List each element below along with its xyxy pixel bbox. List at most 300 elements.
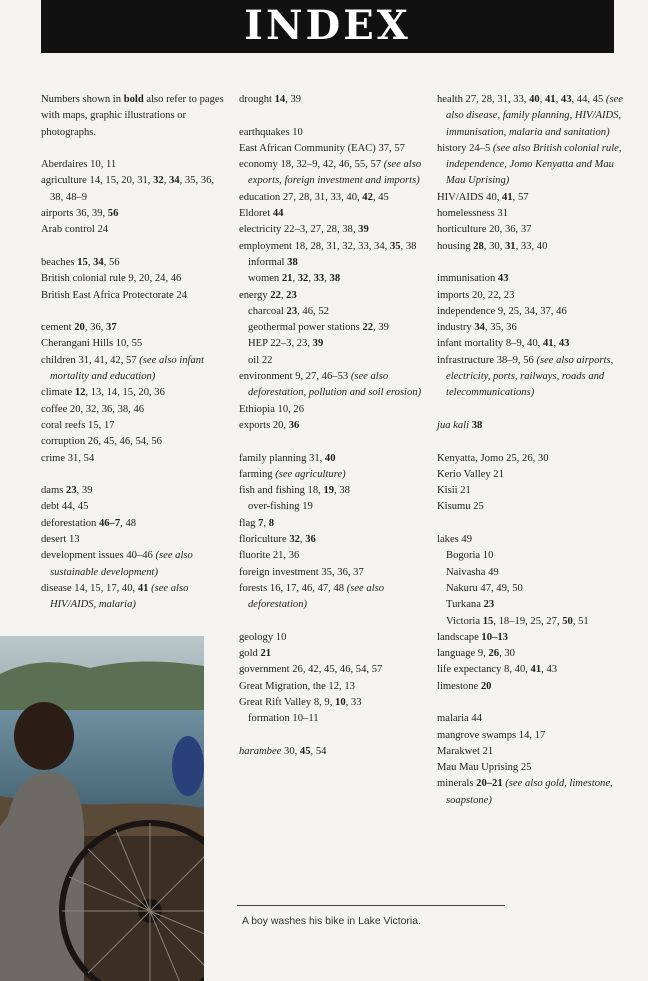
index-entry-climate [41, 385, 229, 401]
page-number-bold: 33 [313, 273, 325, 285]
entry-text: , [539, 94, 545, 105]
index-entry-infant-mortality-8-9-40 [437, 336, 627, 352]
index-entry-industry [437, 320, 627, 336]
entry-text: economy 18, 32–9, 42, 46, 55, 57 [239, 159, 384, 171]
entry-text: Kerio Valley 21 [437, 468, 504, 480]
section-gap [239, 434, 429, 450]
page-number-bold: 38 [287, 256, 298, 268]
index-entry-coffee-20-32-36-38-46 [41, 402, 229, 418]
page-number-bold: 36 [305, 534, 316, 546]
page-number-bold: 31 [504, 240, 516, 252]
entry-text: agriculture 14, 15, 20, 31, [41, 175, 154, 187]
entry-text: 30, [281, 745, 300, 757]
entry-text: homelessness 31 [437, 208, 508, 220]
entry-text: , [292, 273, 298, 285]
page-number-bold: 34 [93, 256, 104, 268]
entry-text: imports 20, 22, 23 [437, 289, 515, 301]
page-number-bold: 56 [107, 208, 119, 220]
index-entry-government-26-42-45-46-54-57 [239, 662, 429, 678]
entry-text: lakes 49 [437, 534, 473, 546]
entry-text: corruption 26, 45, 46, 54, 56 [41, 436, 162, 448]
entry-text: , 45 [372, 191, 389, 203]
index-entry-agriculture-14-15-20-31 [41, 173, 229, 206]
page-number-bold: 23 [286, 305, 298, 317]
cross-reference: (see also deforestation) [248, 582, 385, 611]
entry-text: climate [41, 387, 75, 399]
entry-text: Aberdaires 10, 11 [41, 159, 117, 171]
entry-text: environment 9, 27, 46–53 [239, 371, 351, 383]
entry-text: , 33 [345, 696, 362, 708]
page-number-bold: 39 [312, 338, 324, 350]
subentry-indent [239, 255, 429, 271]
entry-text: , 36, [84, 322, 107, 334]
entry-text: forests 16, 17, 46, 47, 48 [239, 582, 347, 594]
entry-text: , 57 [512, 191, 529, 203]
index-entry-independence-9-25-34-37-46 [437, 304, 627, 320]
note-text: also refer to pages with maps, graphic illustrations or photographs. [41, 94, 224, 138]
subentry-indent [437, 548, 627, 564]
subentry-indent [239, 304, 429, 320]
entry-text: employment 18, 28, 31, 32, 33, 34, [239, 240, 390, 252]
entry-text: , [324, 273, 330, 285]
index-entry-homelessness-31 [437, 206, 627, 222]
caption-divider [237, 905, 505, 906]
page-number-bold: 40 [324, 452, 336, 464]
entry-text: British colonial rule 9, 20, 24, 46 [41, 273, 182, 285]
index-entry-earthquakes-10 [239, 125, 429, 141]
entry-text: , [87, 256, 94, 268]
index-entry-jua-kali [437, 418, 627, 434]
entry-text: women [248, 273, 282, 285]
entry-text: family planning 31, [239, 452, 325, 464]
entry-text: , 30, [483, 240, 505, 252]
entry-text: exports 20, [239, 419, 289, 431]
entry-text: Kisii 21 [437, 485, 471, 497]
index-entry-housing [437, 239, 627, 255]
index-entry-employment-18-28-31-32-33-34 [239, 239, 429, 255]
index-entry-geology-10 [239, 630, 429, 646]
entry-text: deforestation [41, 517, 99, 529]
page-number-bold: 12 [74, 387, 86, 399]
subentry-indent [437, 597, 627, 613]
page-number-bold: 19 [323, 485, 335, 497]
index-subentry-over-fishing-19 [248, 499, 429, 515]
index-entry-cement [41, 320, 229, 336]
page-title: INDEX [244, 2, 411, 49]
index-entry-eldoret [239, 206, 429, 222]
entry-text: fish and fishing 18, [239, 485, 324, 497]
entry-text: HIV/AIDS 40, [437, 191, 503, 203]
index-entry-foreign-investment-35-36-37 [239, 565, 429, 581]
entry-text: , 54 [310, 745, 327, 757]
entry-text: coral reefs 15, 17 [41, 419, 115, 431]
page-number-bold: 32 [297, 273, 309, 285]
subentry-indent [437, 565, 627, 581]
page-number-bold: 44 [272, 208, 284, 220]
page-number-bold: 7 [258, 517, 264, 529]
page-number-bold: 10 [335, 696, 346, 708]
entry-text: airports 36, 39, [41, 208, 108, 220]
page-number-bold: 21 [281, 273, 293, 285]
entry-text: desert 13 [41, 534, 80, 546]
entry-text: dams [41, 485, 67, 497]
entry-text: Kenyatta, Jomo 25, 26, 30 [437, 452, 549, 464]
section-gap [41, 239, 229, 255]
subentry-indent [239, 499, 429, 515]
note-bold-word: bold [123, 94, 144, 105]
index-subentry-naivasha-49 [446, 565, 627, 581]
index-entry-education-27-28-31-33-40 [239, 190, 429, 206]
index-entry-floriculture [239, 532, 429, 548]
subentry-indent [239, 353, 429, 369]
page-number-bold: 41 [137, 582, 149, 594]
index-entry-hiv-aids-40 [437, 190, 627, 206]
index-entry-drought [239, 92, 429, 108]
entry-text: fluorite 21, 36 [239, 550, 300, 562]
section-gap [41, 304, 229, 320]
entry-text: Naivasha 49 [446, 566, 499, 578]
note-text: Numbers shown in [41, 94, 124, 105]
section-gap [239, 728, 429, 744]
index-entry-health-27-28-31-33 [437, 92, 627, 141]
entry-text: flag [239, 517, 259, 529]
index-entry-fluorite-21-36 [239, 548, 429, 564]
section-gap [41, 467, 229, 483]
page-number-bold: 32 [289, 534, 300, 546]
index-entry-airports-36-39 [41, 206, 229, 222]
page-number-bold: 22 [362, 322, 374, 334]
entry-text: debt 44, 45 [41, 501, 89, 513]
index-entry-ethiopia-10-26 [239, 402, 429, 418]
index-subentry-hep-22-3-23 [248, 336, 429, 352]
entry-text: , [263, 517, 269, 529]
entry-text: beaches [41, 256, 78, 268]
index-entry-aberdaires-10-11 [41, 157, 229, 173]
section-gap [239, 614, 429, 630]
index-entry-kisii-21 [437, 483, 627, 499]
page-number-bold: 28 [473, 240, 484, 252]
entry-text: health 27, 28, 31, 33, [437, 94, 530, 105]
entry-text: development issues 40–46 [41, 550, 156, 562]
index-subentry-formation-10-11 [248, 711, 429, 727]
index-entry-exports-20 [239, 418, 429, 434]
page-number-bold: 34 [474, 322, 485, 334]
index-entry-marakwet-21 [437, 744, 627, 760]
index-entry-farming [239, 467, 429, 483]
page-number-bold: 20 [480, 680, 492, 692]
entry-text: , [280, 289, 287, 301]
entry-text: formation 10–11 [248, 713, 319, 725]
page-number-bold: 15 [482, 615, 494, 627]
cross-reference: (see also deforestation, pollution and soil erosion) [248, 371, 422, 399]
index-entry-british-colonial-rule-9-20-24-46 [41, 271, 229, 287]
page-number-bold: 23 [66, 485, 77, 497]
index-entry-infrastructure-38-9-56 [437, 353, 627, 402]
section-gap [239, 108, 429, 124]
index-entry-life-expectancy-8-40 [437, 662, 627, 678]
entry-text: cement [41, 322, 75, 334]
section-gap [437, 695, 627, 711]
index-entry-cherangani-hills-10-55 [41, 336, 229, 352]
page-number-bold: 10–13 [481, 631, 508, 643]
entry-text: Eldoret [239, 208, 273, 220]
entry-text: , 39 [76, 485, 93, 497]
index-entry-beaches [41, 255, 229, 271]
page-number-bold: 38 [329, 273, 341, 285]
page-number-bold: 32 [153, 175, 164, 187]
entry-text: landscape [437, 631, 482, 643]
entry-text: , [555, 94, 561, 105]
entry-text: Bogoria 10 [446, 550, 494, 562]
entry-text: geology 10 [239, 631, 287, 643]
cross-reference: (see also airports, electricity, ports, railways, roads and telecommunications) [446, 354, 614, 399]
cross-reference: (see also infant mortality and education) [50, 354, 205, 383]
entry-text: government 26, 42, 45, 46, 54, 57 [239, 664, 383, 676]
subentry-indent [239, 336, 429, 352]
entry-text: language 9, [437, 648, 489, 660]
section-gap [437, 402, 627, 418]
page-number-bold: 45 [299, 745, 311, 757]
entry-text: Great Migration, the 12, 13 [239, 680, 355, 692]
entry-text: life expectancy 8, 40, [437, 664, 531, 676]
entry-text: , 38 [334, 485, 350, 497]
index-subentry-geothermal-power-stations [248, 320, 429, 336]
index-entry-corruption-26-45-46-54-56 [41, 434, 229, 450]
entry-text: education 27, 28, 31, 33, 40, [239, 191, 363, 203]
entry-text: Cherangani Hills 10, 55 [41, 338, 143, 350]
entry-text: geothermal power stations [248, 322, 363, 334]
entry-text: , 13, 14, 15, 20, 36 [85, 387, 165, 399]
entry-text: , 51 [572, 615, 589, 627]
page-number-bold: 43 [558, 338, 570, 350]
header-banner [41, 0, 614, 53]
page-number-bold: 38 [471, 419, 483, 431]
index-entry-flag [239, 516, 429, 532]
index-entry-development-issues-40-46 [41, 548, 229, 581]
index-column-1 [41, 92, 229, 614]
entry-text: infrastructure 38–9, 56 [437, 354, 537, 366]
index-entry-horticulture-20-36-37 [437, 222, 627, 238]
entry-text: , 35, 36 [484, 322, 517, 334]
section-gap [41, 141, 229, 157]
index-entry-language-9 [437, 646, 627, 662]
subentry-indent [437, 614, 627, 630]
entry-text: independence 9, 25, 34, 37, 46 [437, 305, 567, 317]
entry-text: , [299, 534, 306, 546]
page-number-bold: 46–7 [98, 517, 121, 529]
index-subentry-nakuru-47-49-50 [446, 581, 627, 597]
index-subentry-informal [248, 255, 429, 271]
entry-text: crime 31, 54 [41, 452, 95, 464]
entry-text: floriculture [239, 534, 290, 546]
entry-text: drought [239, 94, 275, 105]
cross-reference: harambee [239, 745, 282, 757]
entry-text: informal [248, 256, 288, 268]
index-entry-british-east-africa-protectorate-24 [41, 288, 229, 304]
index-subentry-bogoria-10 [446, 548, 627, 564]
index-entry-immunisation [437, 271, 627, 287]
page-number-bold: 8 [268, 517, 275, 529]
entry-text: British East Africa Protectorate 24 [41, 289, 187, 301]
page-number-bold: 50 [562, 615, 573, 627]
page-number-bold: 14 [274, 94, 286, 105]
entry-text: foreign investment 35, 36, 37 [239, 566, 364, 578]
index-entry-desert-13 [41, 532, 229, 548]
cross-reference: (see also HIV/AIDS, malaria) [50, 582, 189, 611]
entry-text: charcoal [248, 305, 287, 317]
index-entry-mangrove-swamps-14-17 [437, 728, 627, 744]
page-number-bold: 42 [362, 191, 373, 203]
section-gap [437, 255, 627, 271]
entry-text: Arab control 24 [41, 224, 109, 236]
entry-text: , 30 [499, 648, 515, 660]
section-gap [437, 434, 627, 450]
section-gap [437, 516, 627, 532]
page-number-bold: 23 [286, 289, 297, 301]
index-entry-great-rift-valley-8-9 [239, 695, 429, 711]
index-entry-deforestation [41, 516, 229, 532]
page-number-bold: 20 [74, 322, 85, 334]
index-column-2 [239, 92, 429, 760]
entry-text: Nakuru 47, 49, 50 [446, 582, 523, 594]
entry-text: energy [239, 289, 271, 301]
index-entry-kisumu-25 [437, 499, 627, 515]
index-entry-kerio-valley-21 [437, 467, 627, 483]
entry-text: earthquakes 10 [239, 126, 303, 138]
entry-text: infant mortality 8–9, 40, [437, 338, 543, 350]
entry-text: East African Community (EAC) 37, 57 [239, 142, 405, 154]
index-entry-children-31-41-42-57 [41, 353, 229, 386]
entry-text: history 24–5 [437, 142, 493, 154]
index-entry-crime-31-54 [41, 451, 229, 467]
index-entry-malaria-44 [437, 711, 627, 727]
index-entry-forests-16-17-46-47-48 [239, 581, 429, 614]
page-number-bold: 41 [502, 191, 513, 203]
page-number-bold: 41 [545, 94, 556, 105]
entry-text: mangrove swamps 14, 17 [437, 729, 546, 741]
entry-text: , 39 [285, 94, 302, 105]
entry-text: , [553, 338, 559, 350]
subentry-indent [239, 711, 429, 727]
entry-text: , 39 [373, 322, 389, 334]
page-number-bold: 22 [270, 289, 281, 301]
entry-text: gold [239, 648, 261, 660]
index-entry-coral-reefs-15-17 [41, 418, 229, 434]
page-number-bold: 40 [529, 94, 540, 105]
index-subentry-women [248, 271, 429, 287]
entry-text: , [308, 273, 314, 285]
entry-text: , 56 [103, 256, 120, 268]
entry-text: Mau Mau Uprising 25 [437, 762, 532, 774]
subentry-indent [437, 581, 627, 597]
index-entry-electricity-22-3-27-28-38 [239, 222, 429, 238]
entry-text: HEP 22–3, 23, [248, 338, 313, 350]
index-entry-arab-control-24 [41, 222, 229, 238]
entry-text: housing [437, 240, 474, 252]
entry-text: , [163, 175, 169, 187]
index-entry-imports-20-22-23 [437, 288, 627, 304]
page-number-bold: 34 [168, 175, 180, 187]
index-entry-debt-44-45 [41, 499, 229, 515]
page-number-bold: 20–21 [476, 778, 503, 790]
entry-text: immunisation [437, 273, 498, 285]
cross-reference: (see also sustainable development) [50, 550, 193, 578]
entry-text: , 18–19, 25, 27, [493, 615, 563, 627]
entry-text: Victoria [446, 615, 483, 627]
page-number-bold: 21 [260, 648, 272, 660]
cross-reference: (see also British colonial rule, independence, Jomo Kenyatta and Mau Mau Uprising) [446, 142, 622, 187]
entry-text: Great Rift Valley 8, 9, [239, 696, 336, 708]
index-entry-fish-and-fishing-18 [239, 483, 429, 499]
page-number-bold: 43 [560, 94, 572, 105]
entry-text: horticulture 20, 36, 37 [437, 224, 532, 236]
photo-boy-washing-bike [0, 636, 204, 981]
index-subentry-victoria [446, 614, 627, 630]
page-number-bold: 36 [288, 419, 300, 431]
page-number-bold: 35 [389, 240, 401, 252]
page-number-bold: 15 [77, 256, 88, 268]
entry-text: oil 22 [248, 354, 273, 366]
entry-text: , 43 [541, 664, 558, 676]
entry-text: electricity 22–3, 27, 28, 38, [239, 224, 359, 236]
index-entry-harambee [239, 744, 429, 760]
page-number-bold: 39 [358, 224, 369, 236]
index-entry-disease-14-15-17-40 [41, 581, 229, 614]
index-entry-environment-9-27-46-53 [239, 369, 429, 402]
index-entry-kenyatta-jomo-25-26-30 [437, 451, 627, 467]
entry-text: , 38 [400, 240, 417, 252]
index-entry-gold [239, 646, 429, 662]
page-number-bold: 41 [542, 338, 554, 350]
page-number-bold: 37 [106, 322, 117, 334]
entry-text: Ethiopia 10, 26 [239, 403, 305, 415]
cross-reference: (see also exports, foreign investment and imports) [248, 159, 422, 187]
entry-text: disease 14, 15, 17, 40, [41, 582, 138, 594]
index-entry-economy-18-32-9-42-46-55-57 [239, 157, 429, 190]
index-entry-dams [41, 483, 229, 499]
page-number-bold: 26 [488, 648, 500, 660]
index-entry-east-african-community-eac-37-57 [239, 141, 429, 157]
photo-caption: A boy washes his bike in Lake Victoria. [242, 916, 421, 927]
entry-text: , 48 [120, 517, 137, 529]
bold-numbers-note [41, 92, 229, 141]
entry-text: coffee 20, 32, 36, 38, 46 [41, 403, 145, 415]
entry-text: Turkana [446, 599, 484, 611]
index-entry-minerals [437, 776, 627, 809]
entry-text: , 35, 36, 38, 48–9 [50, 175, 215, 203]
index-subentry-charcoal [248, 304, 429, 320]
page-number-bold: 43 [497, 273, 509, 285]
index-entry-family-planning-31 [239, 451, 429, 467]
subentry-indent [239, 320, 429, 336]
index-entry-lakes-49 [437, 532, 627, 548]
entry-text: , 44, 45 [571, 94, 606, 105]
page-number-bold: 23 [483, 599, 495, 611]
entry-text: limestone [437, 680, 481, 692]
entry-text: industry [437, 322, 475, 334]
cross-reference: jua kali [437, 419, 470, 431]
cross-reference: (see also gold, limestone, soapstone) [446, 778, 613, 806]
index-column-3 [437, 92, 627, 809]
entry-text: , 33, 40 [515, 240, 548, 252]
entry-text: Marakwet 21 [437, 745, 494, 757]
entry-text: children 31, 41, 42, 57 [41, 354, 140, 366]
index-entry-mau-mau-uprising-25 [437, 760, 627, 776]
index-subentry-turkana [446, 597, 627, 613]
entry-text: , 46, 52 [297, 305, 329, 317]
cross-reference: (see agriculture) [275, 468, 346, 480]
index-entry-great-migration-the-12-13 [239, 679, 429, 695]
